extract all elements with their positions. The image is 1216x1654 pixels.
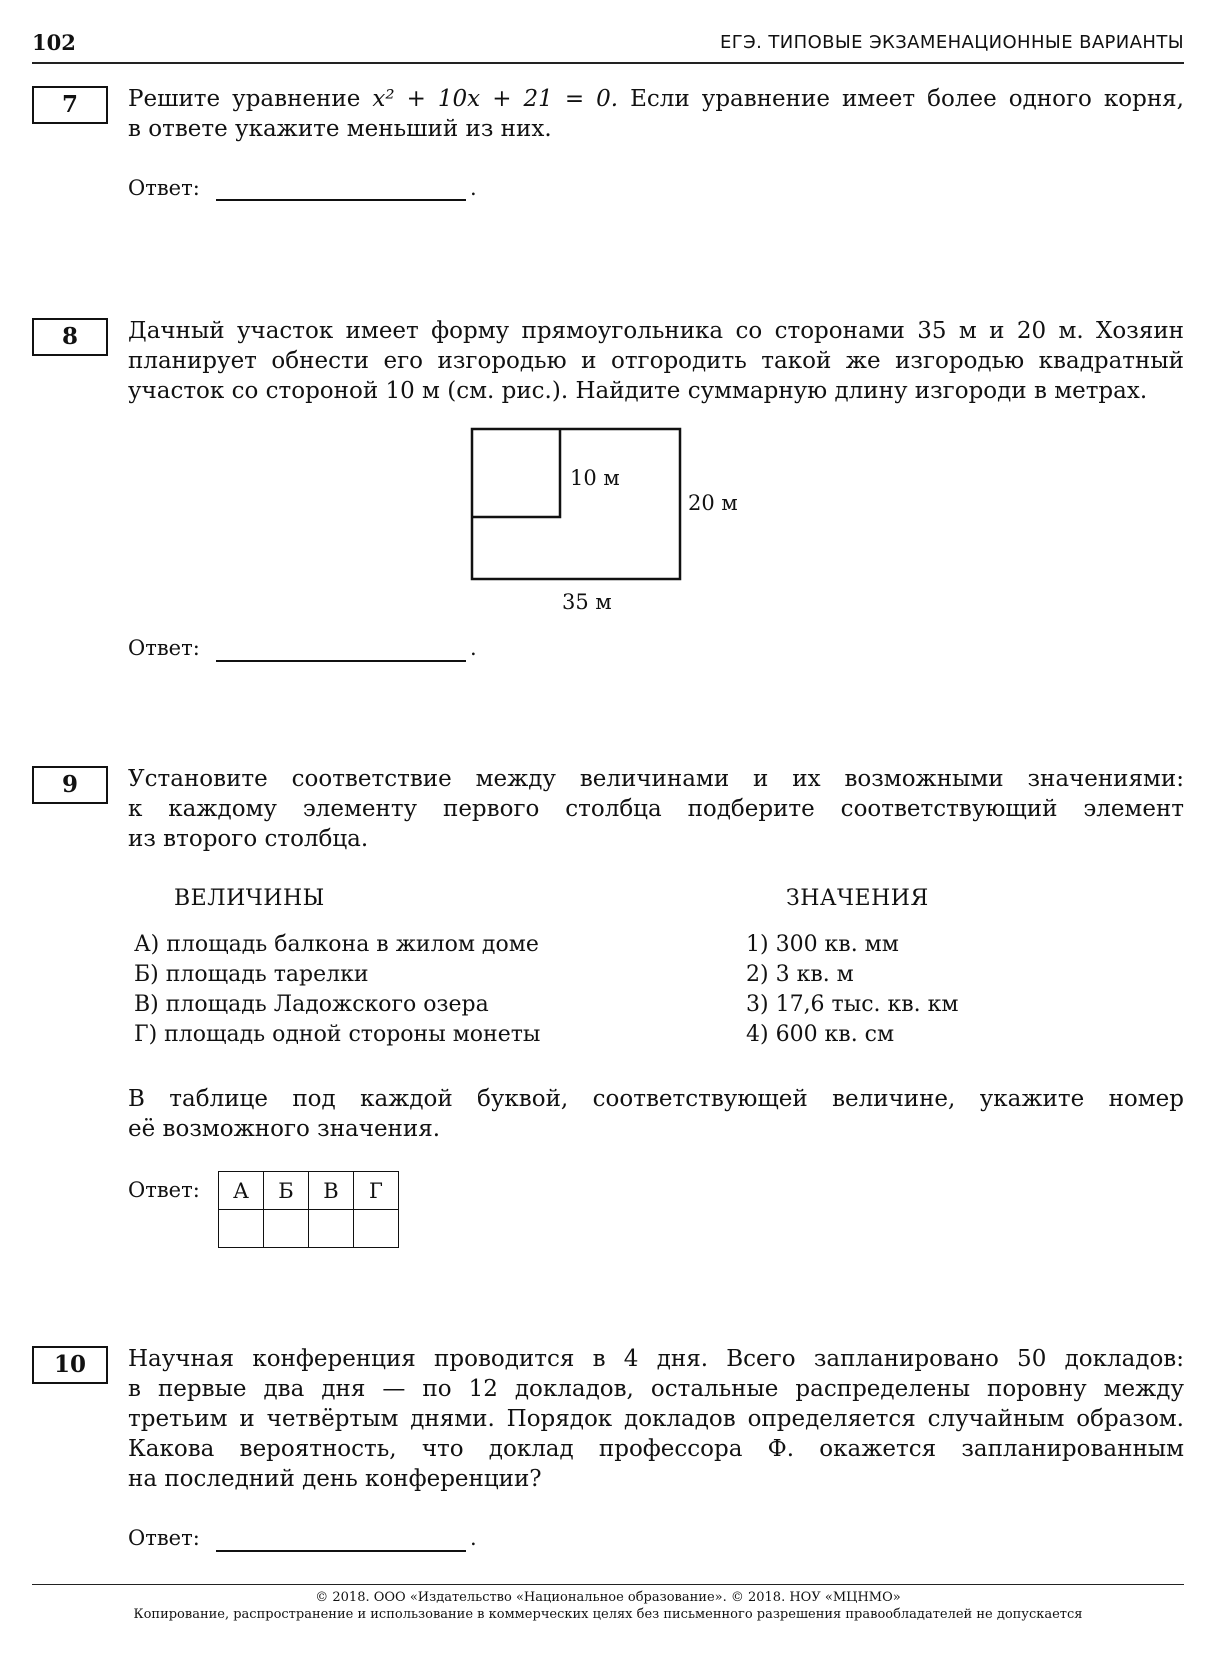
label-width: 35 м [562, 590, 612, 614]
list-item: Г) площадь одной стороны монеты [134, 1022, 541, 1047]
answer-cell-a[interactable] [219, 1210, 264, 1248]
task-8-answer-period: . [470, 636, 477, 660]
task-10-answer-period: . [470, 1526, 477, 1550]
task-8-line-1: Дачный участок имеет форму прямоугольника со сторонами 35 м и 20 м. Хозяин [128, 318, 1184, 344]
page-header [32, 26, 1184, 64]
task-7-equation: x² + 10x + 21 = 0. [372, 86, 619, 112]
task-7-number-box: 7 [32, 86, 108, 124]
task-10-answer-field[interactable] [216, 1550, 466, 1552]
values-list [746, 930, 959, 1050]
task-7-answer-label: Ответ: [128, 176, 200, 200]
task-10-line-1: Научная конференция проводится в 4 дня. Всего запланировано 50 докладов: [128, 1346, 1184, 1372]
task-7-line-1 [128, 84, 1184, 114]
task-7-answer-period: . [470, 176, 477, 200]
task-7-intro: Решите уравнение [128, 86, 361, 112]
list-item: 1) 300 кв. мм [746, 932, 899, 957]
task-7-answer-field[interactable] [216, 199, 466, 201]
answer-cell-g[interactable] [354, 1210, 399, 1248]
values-heading: ЗНАЧЕНИЯ [786, 886, 929, 911]
list-item: А) площадь балкона в жилом доме [134, 932, 539, 957]
task-8-answer-field[interactable] [216, 660, 466, 662]
plot-diagram [460, 420, 780, 620]
task-9-line-2: к каждому элементу первого столбца подберите соответствующий элемент [128, 796, 1184, 822]
quantities-list [134, 930, 540, 1050]
list-item: 4) 600 кв. см [746, 1022, 895, 1047]
task-9-instruction-line-1: В таблице под каждой буквой, соответствующей величине, укажите номер [128, 1086, 1184, 1112]
list-item: 2) 3 кв. м [746, 962, 854, 987]
label-height: 20 м [688, 491, 738, 515]
answer-table-header-b: Б [264, 1172, 309, 1210]
answer-table-header-a: А [219, 1172, 264, 1210]
running-title: ЕГЭ. ТИПОВЫЕ ЭКЗАМЕНАЦИОННЫЕ ВАРИАНТЫ [720, 32, 1184, 53]
task-10-answer-label: Ответ: [128, 1526, 200, 1550]
answer-cell-b[interactable] [264, 1210, 309, 1248]
footer-rights-notice: Копирование, распространение и использование в коммерческих целях без письменного разрешения правообладателей не допускается [133, 1607, 1083, 1622]
task-7-line-2: в ответе укажите меньший из них. [128, 116, 552, 142]
list-item: Б) площадь тарелки [134, 962, 369, 987]
task-9-line-1: Установите соответствие между величинами и их возможными значениями: [128, 766, 1184, 792]
list-item: В) площадь Ладожского озера [134, 992, 489, 1017]
answer-cell-v[interactable] [309, 1210, 354, 1248]
task-9-number-box: 9 [32, 766, 108, 804]
task-9-line-3: из второго столбца. [128, 826, 369, 852]
task-7-line-1-rest: Если уравнение имеет более одного корня, [630, 86, 1184, 112]
task-10-line-3: третьим и четвёртым днями. Порядок докладов определяется случайным образом. [128, 1406, 1184, 1432]
task-8-answer-label: Ответ: [128, 636, 200, 660]
task-10-line-5: на последний день конференции? [128, 1466, 542, 1492]
task-10-line-2: в первые два дня — по 12 докладов, остальные распределены поровну между [128, 1376, 1184, 1402]
page-footer [32, 1584, 1184, 1623]
quantities-heading: ВЕЛИЧИНЫ [174, 886, 325, 911]
task-10-number-box: 10 [32, 1346, 108, 1384]
task-10-line-4: Какова вероятность, что доклад профессора Ф. окажется запланированным [128, 1436, 1184, 1462]
page-number: 102 [32, 30, 76, 55]
task-8-number-box: 8 [32, 318, 108, 356]
task-9-answer-label: Ответ: [128, 1178, 200, 1202]
label-square-side: 10 м [570, 466, 620, 490]
plot-inner-square [472, 429, 560, 517]
footer-copyright: © 2018. ООО «Издательство «Национальное образование». © 2018. НОУ «МЦНМО» [315, 1590, 901, 1605]
answer-table-header-v: В [309, 1172, 354, 1210]
list-item: 3) 17,6 тыс. кв. км [746, 992, 959, 1017]
plot-outer-rectangle [472, 429, 680, 579]
answer-table-header-g: Г [354, 1172, 399, 1210]
task-8-line-3: участок со стороной 10 м (см. рис.). Найдите суммарную длину изгороди в метрах. [128, 378, 1148, 404]
task-9-instruction-line-2: её возможного значения. [128, 1116, 441, 1142]
task-9-answer-table [218, 1171, 399, 1248]
task-8-line-2: планирует обнести его изгородью и отгородить такой же изгородью квадратный [128, 348, 1184, 374]
